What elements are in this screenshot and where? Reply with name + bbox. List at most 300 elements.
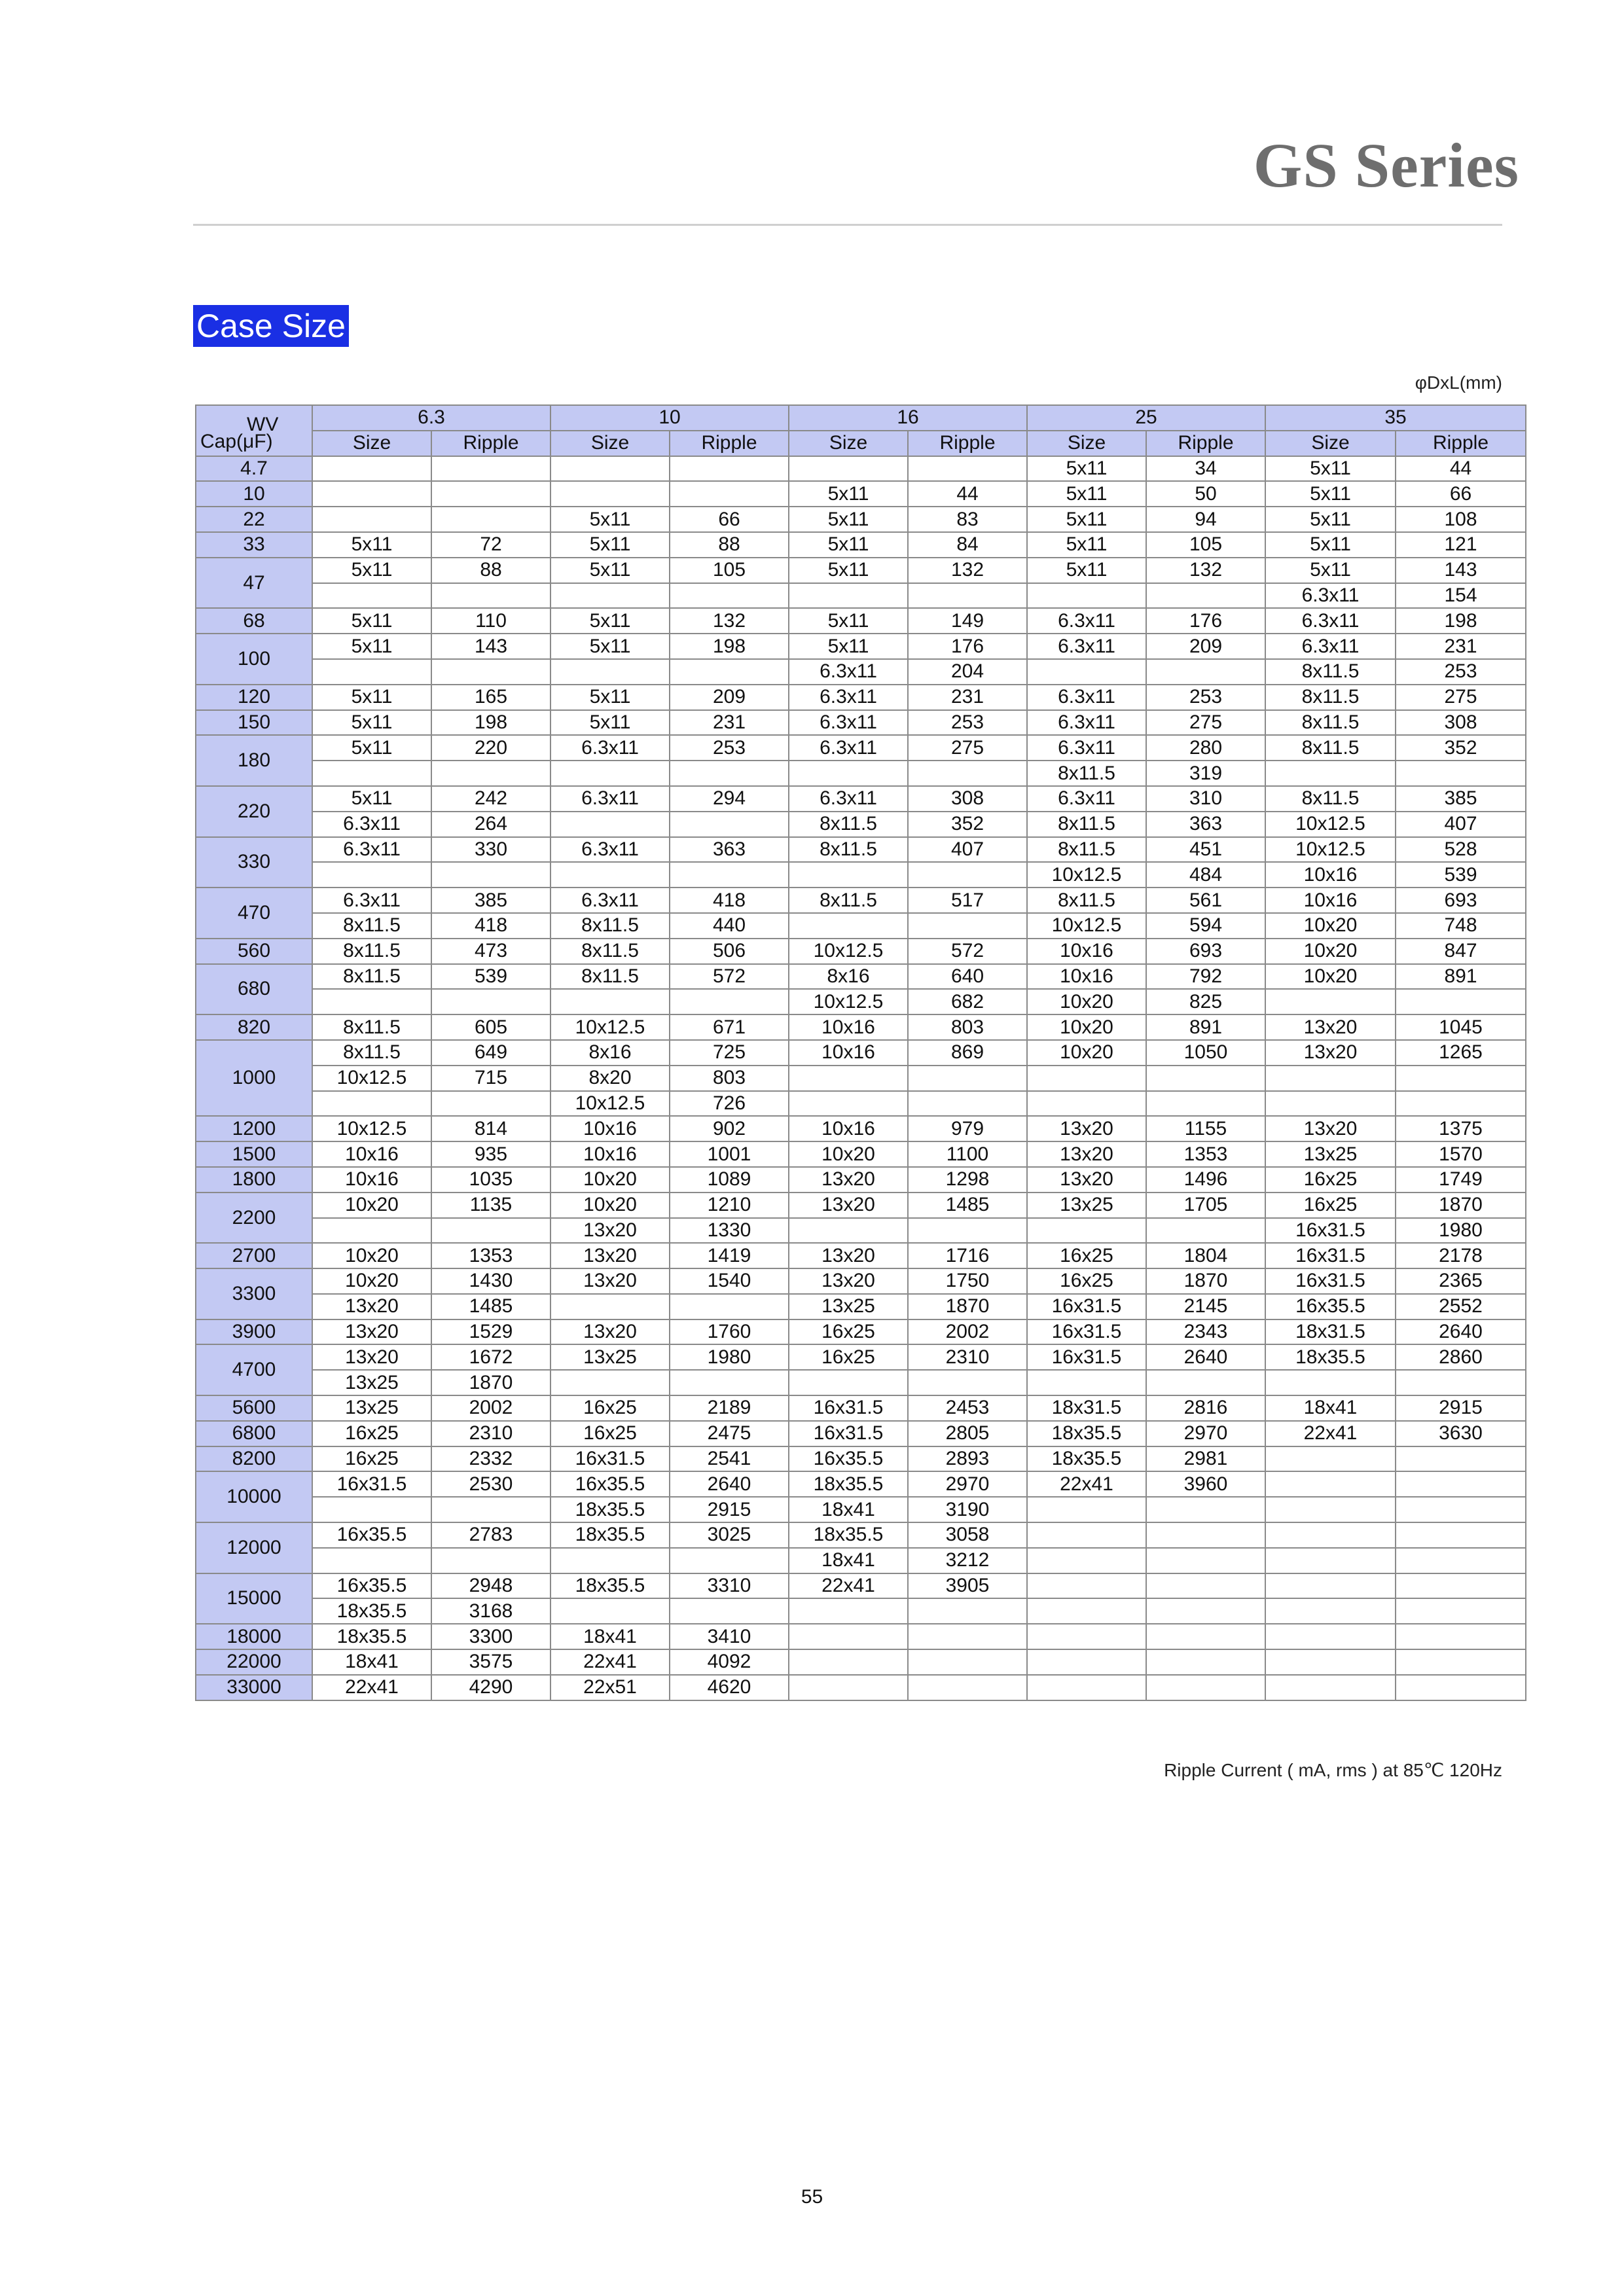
ripple-cell: 3575 [431, 1649, 550, 1675]
size-cell [550, 1370, 670, 1395]
unit-note: φDxL(mm) [1415, 372, 1502, 393]
size-cell [789, 1598, 908, 1624]
size-cell: 6.3x11 [312, 888, 431, 913]
ripple-cell: 3058 [908, 1522, 1027, 1548]
size-cell: 18x35.5 [550, 1497, 670, 1522]
ripple-cell: 814 [431, 1116, 550, 1141]
size-cell [550, 1598, 670, 1624]
size-cell: 6.3x11 [789, 685, 908, 710]
size-header: Size [1265, 431, 1396, 456]
size-cell: 16x35.5 [550, 1471, 670, 1497]
ripple-cell: 979 [908, 1116, 1027, 1141]
title-divider [193, 224, 1502, 226]
size-cell: 13x20 [1027, 1141, 1146, 1167]
ripple-cell [670, 989, 789, 1014]
ripple-cell [1146, 1548, 1265, 1573]
size-cell: 13x20 [1027, 1167, 1146, 1193]
table-row [196, 862, 1526, 888]
ripple-cell [670, 1548, 789, 1573]
size-cell [1027, 659, 1146, 685]
ripple-cell: 1485 [908, 1193, 1027, 1218]
ripple-cell: 1540 [670, 1268, 789, 1294]
ripple-cell: 748 [1396, 913, 1526, 939]
size-cell: 6.3x11 [789, 735, 908, 761]
size-cell [1265, 1497, 1396, 1522]
size-cell [789, 456, 908, 482]
capacitance-cell: 3900 [196, 1319, 312, 1345]
size-cell: 6.3x11 [1027, 685, 1146, 710]
table-row [196, 964, 1526, 990]
size-cell: 10x12.5 [550, 1014, 670, 1040]
table-row [196, 583, 1526, 609]
size-cell: 10x20 [312, 1193, 431, 1218]
size-cell [789, 761, 908, 786]
size-cell: 13x20 [1265, 1040, 1396, 1066]
table-row [196, 1141, 1526, 1167]
size-cell: 5x11 [789, 507, 908, 532]
size-cell: 13x20 [550, 1218, 670, 1244]
table-row [196, 1395, 1526, 1421]
ripple-cell [1396, 1497, 1526, 1522]
ripple-cell: 176 [908, 634, 1027, 659]
ripple-cell: 517 [908, 888, 1027, 913]
size-cell: 8x11.5 [789, 837, 908, 863]
ripple-cell: 2145 [1146, 1294, 1265, 1319]
size-cell: 13x20 [312, 1294, 431, 1319]
ripple-cell [1396, 1675, 1526, 1700]
size-cell [1265, 1675, 1396, 1700]
size-cell [312, 659, 431, 685]
table-row [196, 685, 1526, 710]
ripple-cell: 2189 [670, 1395, 789, 1421]
size-cell: 16x25 [312, 1446, 431, 1472]
size-cell: 10x16 [312, 1167, 431, 1193]
ripple-cell: 1870 [1146, 1268, 1265, 1294]
ripple-cell: 935 [431, 1141, 550, 1167]
table-row [196, 659, 1526, 685]
ripple-cell: 105 [1146, 532, 1265, 558]
size-cell [789, 1066, 908, 1091]
size-cell: 5x11 [1265, 558, 1396, 583]
ripple-cell: 418 [670, 888, 789, 913]
ripple-cell: 682 [908, 989, 1027, 1014]
capacitance-cell: 6800 [196, 1421, 312, 1446]
ripple-cell: 1001 [670, 1141, 789, 1167]
ripple-cell: 3168 [431, 1598, 550, 1624]
capacitance-cell: 68 [196, 608, 312, 634]
size-cell: 8x11.5 [312, 1014, 431, 1040]
ripple-cell: 440 [670, 913, 789, 939]
ripple-cell [1146, 1370, 1265, 1395]
ripple-cell [908, 1091, 1027, 1117]
size-cell: 8x11.5 [789, 888, 908, 913]
ripple-cell: 528 [1396, 837, 1526, 863]
size-cell: 16x35.5 [312, 1573, 431, 1599]
ripple-cell: 572 [670, 964, 789, 990]
ripple-cell [1146, 1598, 1265, 1624]
ripple-cell: 451 [1146, 837, 1265, 863]
table-row [196, 786, 1526, 812]
table-row [196, 1091, 1526, 1117]
ripple-cell [1146, 583, 1265, 609]
ripple-header: Ripple [670, 431, 789, 456]
ripple-cell [670, 583, 789, 609]
table-row [196, 735, 1526, 761]
size-cell: 5x11 [550, 608, 670, 634]
ripple-cell: 572 [908, 939, 1027, 964]
ripple-cell: 2640 [1146, 1344, 1265, 1370]
ripple-cell: 253 [670, 735, 789, 761]
table-row [196, 1243, 1526, 1268]
ripple-cell [1396, 1548, 1526, 1573]
ripple-cell: 66 [670, 507, 789, 532]
table-row [196, 1497, 1526, 1522]
size-cell [1027, 1522, 1146, 1548]
size-cell: 8x11.5 [1265, 735, 1396, 761]
ripple-cell [1396, 1091, 1526, 1117]
capacitance-cell: 18000 [196, 1624, 312, 1649]
size-cell: 5x11 [550, 532, 670, 558]
size-cell: 22x41 [1265, 1421, 1396, 1446]
size-cell: 8x11.5 [550, 964, 670, 990]
size-cell: 6.3x11 [312, 812, 431, 837]
ripple-cell: 330 [431, 837, 550, 863]
size-cell: 8x11.5 [1027, 761, 1146, 786]
ripple-cell [908, 1624, 1027, 1649]
size-cell: 10x20 [312, 1243, 431, 1268]
size-cell: 22x41 [1027, 1471, 1146, 1497]
ripple-cell: 4290 [431, 1675, 550, 1700]
size-cell [1265, 1649, 1396, 1675]
size-cell: 16x25 [1027, 1268, 1146, 1294]
ripple-cell: 1980 [670, 1344, 789, 1370]
size-header: Size [312, 431, 431, 456]
ripple-cell [431, 507, 550, 532]
ripple-cell [908, 583, 1027, 609]
size-cell: 10x12.5 [789, 939, 908, 964]
size-cell: 5x11 [1265, 507, 1396, 532]
size-cell: 10x12.5 [1265, 812, 1396, 837]
ripple-cell: 310 [1146, 786, 1265, 812]
size-cell: 10x20 [1027, 1014, 1146, 1040]
size-cell: 8x11.5 [1265, 710, 1396, 736]
ripple-cell: 72 [431, 532, 550, 558]
size-cell: 6.3x11 [789, 659, 908, 685]
size-cell [550, 761, 670, 786]
size-cell: 10x12.5 [789, 989, 908, 1014]
voltage-header: 10 [550, 405, 789, 431]
capacitance-cell: 15000 [196, 1573, 312, 1624]
cap-label: Cap(μF) [200, 430, 273, 452]
ripple-cell [670, 481, 789, 507]
capacitance-cell: 5600 [196, 1395, 312, 1421]
size-cell: 16x31.5 [1027, 1319, 1146, 1345]
size-cell: 8x11.5 [789, 812, 908, 837]
size-cell: 13x20 [789, 1193, 908, 1218]
size-cell: 5x11 [312, 735, 431, 761]
ripple-cell [1146, 1497, 1265, 1522]
table-row [196, 1040, 1526, 1066]
size-cell: 16x31.5 [789, 1421, 908, 1446]
size-cell: 10x20 [1265, 964, 1396, 990]
size-cell: 5x11 [550, 685, 670, 710]
ripple-cell [670, 1598, 789, 1624]
size-cell: 5x11 [550, 710, 670, 736]
table-row [196, 1294, 1526, 1319]
size-cell: 16x25 [789, 1319, 908, 1345]
ripple-cell: 2343 [1146, 1319, 1265, 1345]
size-cell [1265, 1370, 1396, 1395]
size-cell: 5x11 [550, 634, 670, 659]
ripple-cell [1396, 1066, 1526, 1091]
ripple-cell: 715 [431, 1066, 550, 1091]
ripple-cell: 4620 [670, 1675, 789, 1700]
ripple-cell: 1375 [1396, 1116, 1526, 1141]
ripple-cell: 2640 [670, 1471, 789, 1497]
size-cell: 18x35.5 [312, 1624, 431, 1649]
ripple-cell: 1672 [431, 1344, 550, 1370]
size-cell: 6.3x11 [550, 735, 670, 761]
ripple-cell: 825 [1146, 989, 1265, 1014]
ripple-cell: 2640 [1396, 1319, 1526, 1345]
table-row [196, 1522, 1526, 1548]
size-cell: 13x25 [789, 1294, 908, 1319]
size-cell: 10x16 [550, 1141, 670, 1167]
capacitance-cell: 560 [196, 939, 312, 964]
capacitance-cell: 2700 [196, 1243, 312, 1268]
ripple-cell [431, 1091, 550, 1117]
ripple-cell: 275 [908, 735, 1027, 761]
ripple-cell: 1804 [1146, 1243, 1265, 1268]
size-cell: 5x11 [789, 481, 908, 507]
ripple-cell: 44 [908, 481, 1027, 507]
ripple-cell [1396, 1471, 1526, 1497]
ripple-cell: 473 [431, 939, 550, 964]
size-cell: 18x35.5 [1027, 1446, 1146, 1472]
table-row [196, 1167, 1526, 1193]
ripple-cell: 1749 [1396, 1167, 1526, 1193]
size-cell: 16x25 [550, 1395, 670, 1421]
size-cell: 8x11.5 [550, 939, 670, 964]
ripple-cell: 108 [1396, 507, 1526, 532]
size-cell: 5x11 [1027, 558, 1146, 583]
size-cell [550, 1294, 670, 1319]
size-cell: 10x16 [312, 1141, 431, 1167]
size-cell [1265, 761, 1396, 786]
ripple-cell: 84 [908, 532, 1027, 558]
voltage-header: 35 [1265, 405, 1526, 431]
ripple-cell [670, 862, 789, 888]
size-cell: 5x11 [1265, 532, 1396, 558]
size-cell: 16x31.5 [1027, 1294, 1146, 1319]
size-cell: 6.3x11 [789, 710, 908, 736]
size-cell: 5x11 [1027, 456, 1146, 482]
ripple-header: Ripple [1396, 431, 1526, 456]
ripple-cell: 66 [1396, 481, 1526, 507]
voltage-header: 16 [789, 405, 1027, 431]
ripple-cell: 198 [431, 710, 550, 736]
size-cell: 16x25 [1265, 1193, 1396, 1218]
size-cell: 8x11.5 [312, 964, 431, 990]
size-cell: 5x11 [550, 507, 670, 532]
ripple-cell [908, 862, 1027, 888]
size-cell: 18x35.5 [1265, 1344, 1396, 1370]
size-cell: 5x11 [789, 608, 908, 634]
page-number: 55 [801, 2186, 823, 2208]
size-cell: 13x25 [312, 1370, 431, 1395]
size-cell: 8x11.5 [312, 1040, 431, 1066]
ripple-cell: 902 [670, 1116, 789, 1141]
size-cell: 10x16 [789, 1116, 908, 1141]
ripple-cell: 231 [908, 685, 1027, 710]
size-cell: 5x11 [1265, 456, 1396, 482]
size-cell: 18x35.5 [1027, 1421, 1146, 1446]
size-cell: 8x11.5 [1027, 888, 1146, 913]
capacitance-cell: 1800 [196, 1167, 312, 1193]
case-size-table [195, 404, 1526, 1701]
ripple-cell: 143 [1396, 558, 1526, 583]
size-cell [312, 456, 431, 482]
size-cell [312, 862, 431, 888]
ripple-cell: 2541 [670, 1446, 789, 1472]
ripple-cell: 1419 [670, 1243, 789, 1268]
size-cell: 10x12.5 [1265, 837, 1396, 863]
ripple-cell: 242 [431, 786, 550, 812]
size-cell [312, 481, 431, 507]
size-cell: 10x20 [1265, 913, 1396, 939]
size-cell: 18x41 [789, 1497, 908, 1522]
size-cell [1027, 1624, 1146, 1649]
size-cell: 18x31.5 [1265, 1319, 1396, 1345]
ripple-cell: 280 [1146, 735, 1265, 761]
size-cell [1265, 1624, 1396, 1649]
ripple-cell [1146, 1091, 1265, 1117]
ripple-cell: 1050 [1146, 1040, 1265, 1066]
ripple-cell: 2915 [670, 1497, 789, 1522]
size-header: Size [789, 431, 908, 456]
ripple-cell [908, 1218, 1027, 1244]
size-cell: 8x16 [789, 964, 908, 990]
ripple-cell: 308 [908, 786, 1027, 812]
ripple-cell: 2948 [431, 1573, 550, 1599]
ripple-cell: 121 [1396, 532, 1526, 558]
size-cell [1265, 1471, 1396, 1497]
ripple-cell: 3025 [670, 1522, 789, 1548]
ripple-cell [431, 989, 550, 1014]
ripple-cell: 2805 [908, 1421, 1027, 1446]
table-row [196, 1573, 1526, 1599]
capacitance-cell: 100 [196, 634, 312, 685]
ripple-cell [1396, 1624, 1526, 1649]
ripple-cell [908, 1066, 1027, 1091]
ripple-cell: 2783 [431, 1522, 550, 1548]
table-row [196, 1548, 1526, 1573]
ripple-cell: 2970 [1146, 1421, 1265, 1446]
ripple-cell: 50 [1146, 481, 1265, 507]
voltage-header: 6.3 [312, 405, 550, 431]
size-cell: 16x25 [789, 1344, 908, 1370]
size-cell: 18x41 [1265, 1395, 1396, 1421]
ripple-cell: 88 [670, 532, 789, 558]
size-cell: 13x25 [312, 1395, 431, 1421]
ripple-cell [431, 456, 550, 482]
size-cell: 10x12.5 [312, 1066, 431, 1091]
size-cell: 13x20 [1265, 1014, 1396, 1040]
size-cell: 6.3x11 [312, 837, 431, 863]
ripple-cell: 363 [670, 837, 789, 863]
capacitance-cell: 3300 [196, 1268, 312, 1319]
table-row [196, 939, 1526, 964]
size-cell: 18x35.5 [789, 1522, 908, 1548]
voltage-header: 25 [1027, 405, 1265, 431]
ripple-cell [670, 456, 789, 482]
ripple-cell: 2475 [670, 1421, 789, 1446]
size-cell: 18x35.5 [550, 1522, 670, 1548]
ripple-cell [431, 583, 550, 609]
ripple-cell [1146, 659, 1265, 685]
size-cell: 6.3x11 [1027, 608, 1146, 634]
size-cell: 16x35.5 [1265, 1294, 1396, 1319]
size-cell [550, 989, 670, 1014]
capacitance-cell: 180 [196, 735, 312, 786]
table-row [196, 812, 1526, 837]
ripple-cell: 1870 [1396, 1193, 1526, 1218]
capacitance-cell: 4700 [196, 1344, 312, 1395]
size-cell: 10x12.5 [1027, 913, 1146, 939]
size-cell [789, 1649, 908, 1675]
size-cell: 6.3x11 [1265, 583, 1396, 609]
ripple-cell: 539 [1396, 862, 1526, 888]
ripple-cell [1146, 1624, 1265, 1649]
size-cell: 6.3x11 [1027, 634, 1146, 659]
ripple-cell: 275 [1396, 685, 1526, 710]
ripple-cell: 275 [1146, 710, 1265, 736]
ripple-cell [1396, 1522, 1526, 1548]
size-cell [789, 913, 908, 939]
size-cell: 5x11 [312, 532, 431, 558]
size-cell [312, 989, 431, 1014]
ripple-cell: 1089 [670, 1167, 789, 1193]
ripple-cell [908, 913, 1027, 939]
ripple-cell [431, 481, 550, 507]
size-cell: 5x11 [789, 558, 908, 583]
size-cell: 13x25 [550, 1344, 670, 1370]
size-cell [789, 583, 908, 609]
ripple-cell: 649 [431, 1040, 550, 1066]
ripple-cell: 253 [908, 710, 1027, 736]
capacitance-cell: 150 [196, 710, 312, 736]
table-row [196, 456, 1526, 482]
ripple-cell: 725 [670, 1040, 789, 1066]
ripple-cell: 154 [1396, 583, 1526, 609]
ripple-cell [1396, 1446, 1526, 1472]
ripple-cell: 2893 [908, 1446, 1027, 1472]
size-cell: 13x20 [550, 1268, 670, 1294]
ripple-cell: 3310 [670, 1573, 789, 1599]
size-cell: 5x11 [789, 634, 908, 659]
size-cell: 18x41 [789, 1548, 908, 1573]
ripple-cell [908, 1370, 1027, 1395]
size-cell: 5x11 [312, 634, 431, 659]
table-row [196, 1319, 1526, 1345]
capacitance-cell: 33 [196, 532, 312, 558]
ripple-cell [1146, 1675, 1265, 1700]
size-cell: 16x35.5 [312, 1522, 431, 1548]
size-cell: 13x25 [1265, 1141, 1396, 1167]
ripple-cell [1396, 1649, 1526, 1675]
ripple-cell: 693 [1146, 939, 1265, 964]
size-cell [550, 659, 670, 685]
